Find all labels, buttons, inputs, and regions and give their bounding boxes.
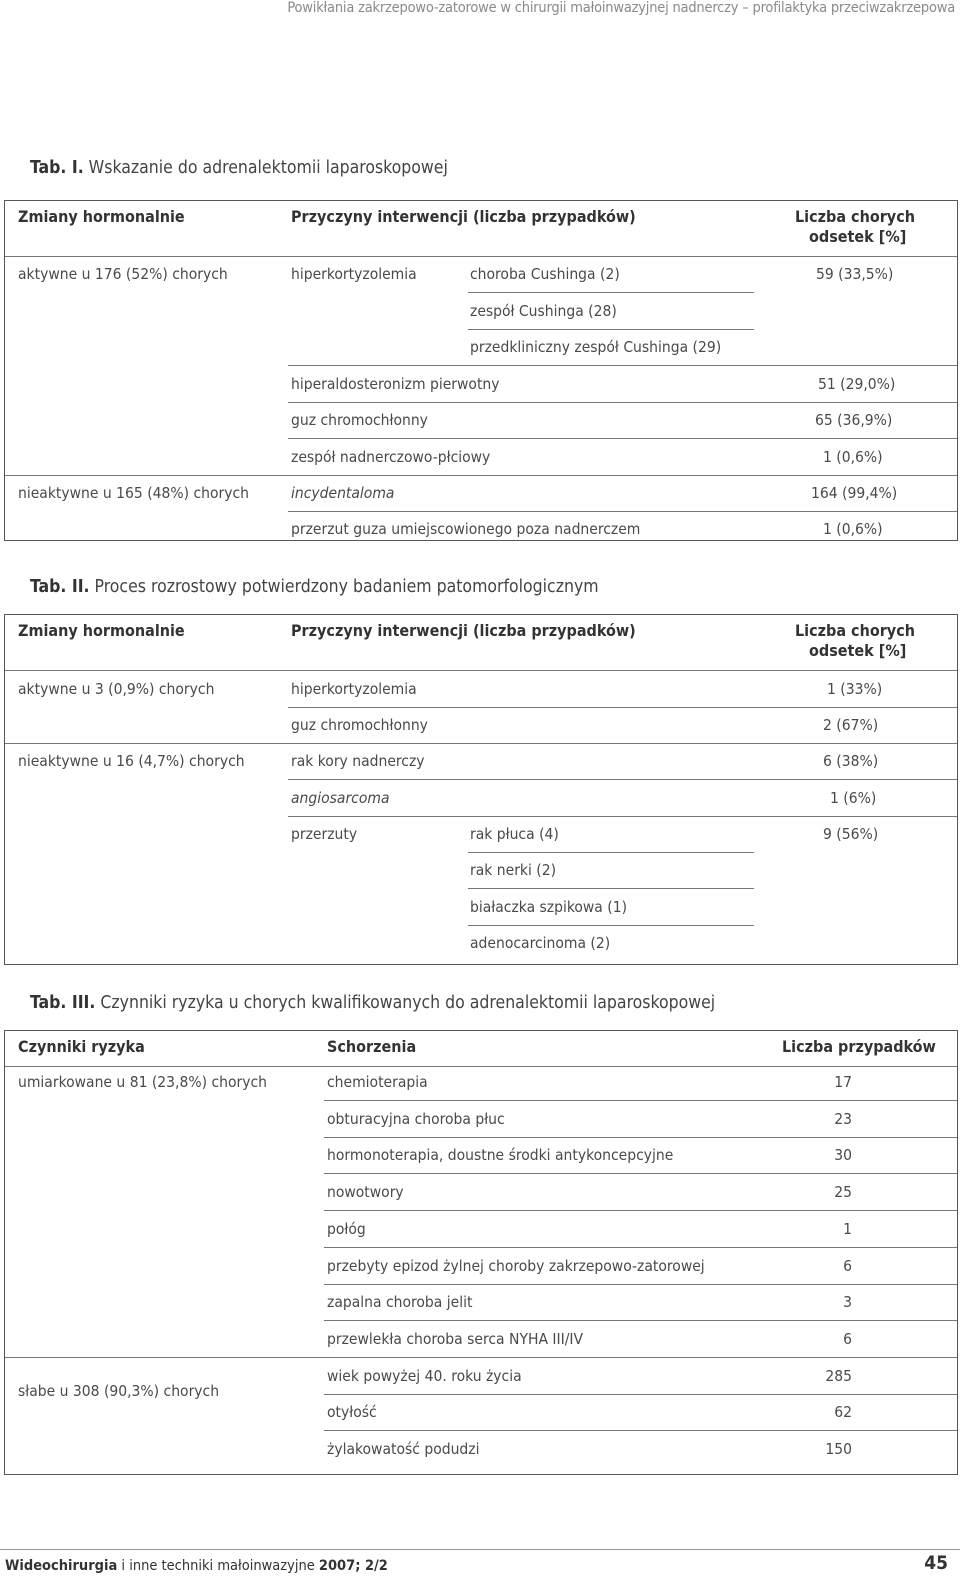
- table3-row-rule: [324, 1173, 957, 1174]
- table3-disease: wiek powyżej 40. roku życia: [327, 1367, 522, 1385]
- table3-count: 17: [834, 1073, 852, 1091]
- table3-row-rule: [324, 1210, 957, 1211]
- table1-rule-1: [288, 365, 957, 366]
- table2-subrule-1: [468, 852, 754, 853]
- table3-disease: przewlekła choroba serca NYHA III/IV: [327, 1330, 584, 1348]
- table1-incidentaloma-value: 164 (99,4%): [811, 484, 898, 502]
- footer-rule: [0, 1549, 960, 1550]
- table3-row-rule: [5, 1357, 957, 1358]
- table3-count: 3: [843, 1293, 852, 1311]
- table3-caption: [30, 993, 715, 1013]
- table1-cushing-value: 59 (33,5%): [816, 265, 894, 283]
- table3-row-rule: [324, 1320, 957, 1321]
- table3-row-rule: [324, 1100, 957, 1101]
- table1-rule-2: [288, 402, 957, 403]
- table2-metastases-value: 9 (56%): [823, 825, 879, 843]
- table2-header-col1: Zmiany hormonalnie: [18, 621, 185, 640]
- table1-rule-4: [5, 475, 957, 476]
- table1-header-col3-line1: Liczba chorych: [795, 207, 915, 226]
- footer-issue: 2007; 2/2: [318, 1558, 388, 1574]
- table2-header-rule: [5, 670, 957, 671]
- table2-pheochromocytoma: guz chromochłonny: [291, 716, 428, 734]
- table1-header-col3-line2: odsetek [%]: [809, 227, 907, 246]
- table3-row-rule: [324, 1394, 957, 1395]
- table3-disease: hormonoterapia, doustne środki antykoncepcyjne: [327, 1146, 674, 1164]
- table2-cortex-value: 6 (38%): [823, 752, 879, 770]
- table2-rule-1: [288, 707, 957, 708]
- table1-pheochromocytoma: guz chromochłonny: [291, 411, 428, 429]
- table2-leukemia: białaczka szpikowa (1): [470, 898, 628, 916]
- table3-count: 25: [834, 1183, 852, 1201]
- table2-subrule-3: [468, 925, 754, 926]
- table1-header-col1: Zmiany hormonalnie: [18, 207, 185, 226]
- table1-header-rule: [5, 256, 957, 257]
- table2-rule-2: [5, 743, 957, 744]
- running-header: Powikłania zakrzepowo-zatorowe w chirurgii małoinwazyjnej nadnerczy – profilaktyka przeciwzakrzepowa: [287, 0, 955, 16]
- table2-header-col3-line1: Liczba chorych: [795, 621, 915, 640]
- table3-disease: przebyty epizod żylnej choroby zakrzepowo-zatorowej: [327, 1257, 705, 1275]
- table1-header-col2: Przyczyny interwencji (liczba przypadków): [291, 207, 636, 226]
- table2-title: Proces rozrostowy potwierdzony badaniem patomorfologicznym: [94, 577, 599, 597]
- table3-count: 1: [843, 1220, 852, 1238]
- table1-incidentaloma: incydentaloma: [291, 484, 395, 502]
- table3-header-col2: Schorzenia: [327, 1037, 417, 1056]
- table2-angiosarcoma: angiosarcoma: [291, 789, 390, 807]
- table1-adrenogenital: zespół nadnerczowo-płciowy: [291, 448, 491, 466]
- table3-disease: nowotwory: [327, 1183, 404, 1201]
- table3-title: Czynniki ryzyka u chorych kwalifikowanych do adrenalektomii laparoskopowej: [100, 993, 716, 1013]
- table1-label: Tab. I.: [30, 158, 84, 178]
- footer-brand: Wideochirurgia: [5, 1558, 118, 1574]
- table3-disease: połóg: [327, 1220, 366, 1238]
- table2-angiosarcoma-value: 1 (6%): [830, 789, 877, 807]
- footer-journal: i inne techniki małoinwazyjne: [117, 1558, 319, 1574]
- table3-count: 30: [834, 1146, 852, 1164]
- table3-header-rule: [5, 1066, 957, 1067]
- table3-count: 6: [843, 1330, 852, 1348]
- table1-metastasis-value: 1 (0,6%): [823, 520, 883, 538]
- table3-row-rule: [324, 1284, 957, 1285]
- table1-hypercortisolemia: hiperkortyzolemia: [291, 265, 417, 283]
- table3-count: 6: [843, 1257, 852, 1275]
- footer-citation: [5, 1558, 388, 1574]
- table2-pheo-value: 2 (67%): [823, 716, 879, 734]
- table2-metastases: przerzuty: [291, 825, 358, 843]
- table3-count: 23: [834, 1110, 852, 1128]
- table3-count: 150: [825, 1440, 852, 1458]
- table2-lung-cancer: rak płuca (4): [470, 825, 559, 843]
- table1-adrenogenital-value: 1 (0,6%): [823, 448, 883, 466]
- table1-subrule-2: [468, 329, 754, 330]
- table3-disease: żylakowatość podudzi: [327, 1440, 480, 1458]
- table1-pheo-value: 65 (36,9%): [815, 411, 893, 429]
- table1-active-group: aktywne u 176 (52%) chorych: [18, 265, 228, 283]
- table1-hyperaldosteronism: hiperaldosteronizm pierwotny: [291, 375, 500, 393]
- table1-metastasis: przerzut guza umiejscowionego poza nadnerczem: [291, 520, 641, 538]
- table2-kidney-cancer: rak nerki (2): [470, 861, 557, 879]
- table3-disease: obturacyjna choroba płuc: [327, 1110, 505, 1128]
- table2-hypercortisolemia: hiperkortyzolemia: [291, 680, 417, 698]
- table3-row-rule: [324, 1247, 957, 1248]
- table3-weak-group: słabe u 308 (90,3%) chorych: [18, 1382, 220, 1400]
- table2-adenocarcinoma: adenocarcinoma (2): [470, 934, 611, 952]
- table3-label: Tab. III.: [30, 993, 96, 1013]
- table3-header-col1: Czynniki ryzyka: [18, 1037, 145, 1056]
- table1-preclinical-cushing: przedkliniczny zespół Cushinga (29): [470, 338, 722, 356]
- table2-subrule-2: [468, 888, 754, 889]
- table1-caption: [30, 158, 448, 178]
- table1-rule-5: [288, 511, 957, 512]
- table3-count: 62: [834, 1403, 852, 1421]
- table1-cushing-disease: choroba Cushinga (2): [470, 265, 620, 283]
- table3-disease: zapalna choroba jelit: [327, 1293, 473, 1311]
- table1-cushing-syndrome: zespół Cushinga (28): [470, 302, 617, 320]
- table3-header-col3: Liczba przypadków: [782, 1037, 936, 1056]
- table3-row-rule: [324, 1430, 957, 1431]
- table1-title: Wskazanie do adrenalektomii laparoskopowej: [88, 158, 448, 178]
- table1-subrule-1: [468, 292, 754, 293]
- table3-row-rule: [324, 1137, 957, 1138]
- table2-cortex-cancer: rak kory nadnerczy: [291, 752, 425, 770]
- table2-hyperc-value: 1 (33%): [827, 680, 883, 698]
- table3-frame: [4, 1030, 958, 1475]
- table3-disease: chemioterapia: [327, 1073, 428, 1091]
- table2-inactive-group: nieaktywne u 16 (4,7%) chorych: [18, 752, 245, 770]
- table1-rule-3: [288, 438, 957, 439]
- table2-label: Tab. II.: [30, 577, 90, 597]
- table1-hyperaldo-value: 51 (29,0%): [818, 375, 896, 393]
- table3-disease: otyłość: [327, 1403, 377, 1421]
- table1-inactive-group: nieaktywne u 165 (48%) chorych: [18, 484, 250, 502]
- table2-rule-4: [288, 816, 957, 817]
- table2-caption: [30, 577, 599, 597]
- table3-count: 285: [825, 1367, 852, 1385]
- table2-active-group: aktywne u 3 (0,9%) chorych: [18, 680, 215, 698]
- table3-moderate-group: umiarkowane u 81 (23,8%) chorych: [18, 1073, 267, 1091]
- table2-header-col2: Przyczyny interwencji (liczba przypadków): [291, 621, 636, 640]
- page-number: 45: [924, 1552, 948, 1574]
- table2-rule-3: [288, 779, 957, 780]
- table2-header-col3-line2: odsetek [%]: [809, 641, 907, 660]
